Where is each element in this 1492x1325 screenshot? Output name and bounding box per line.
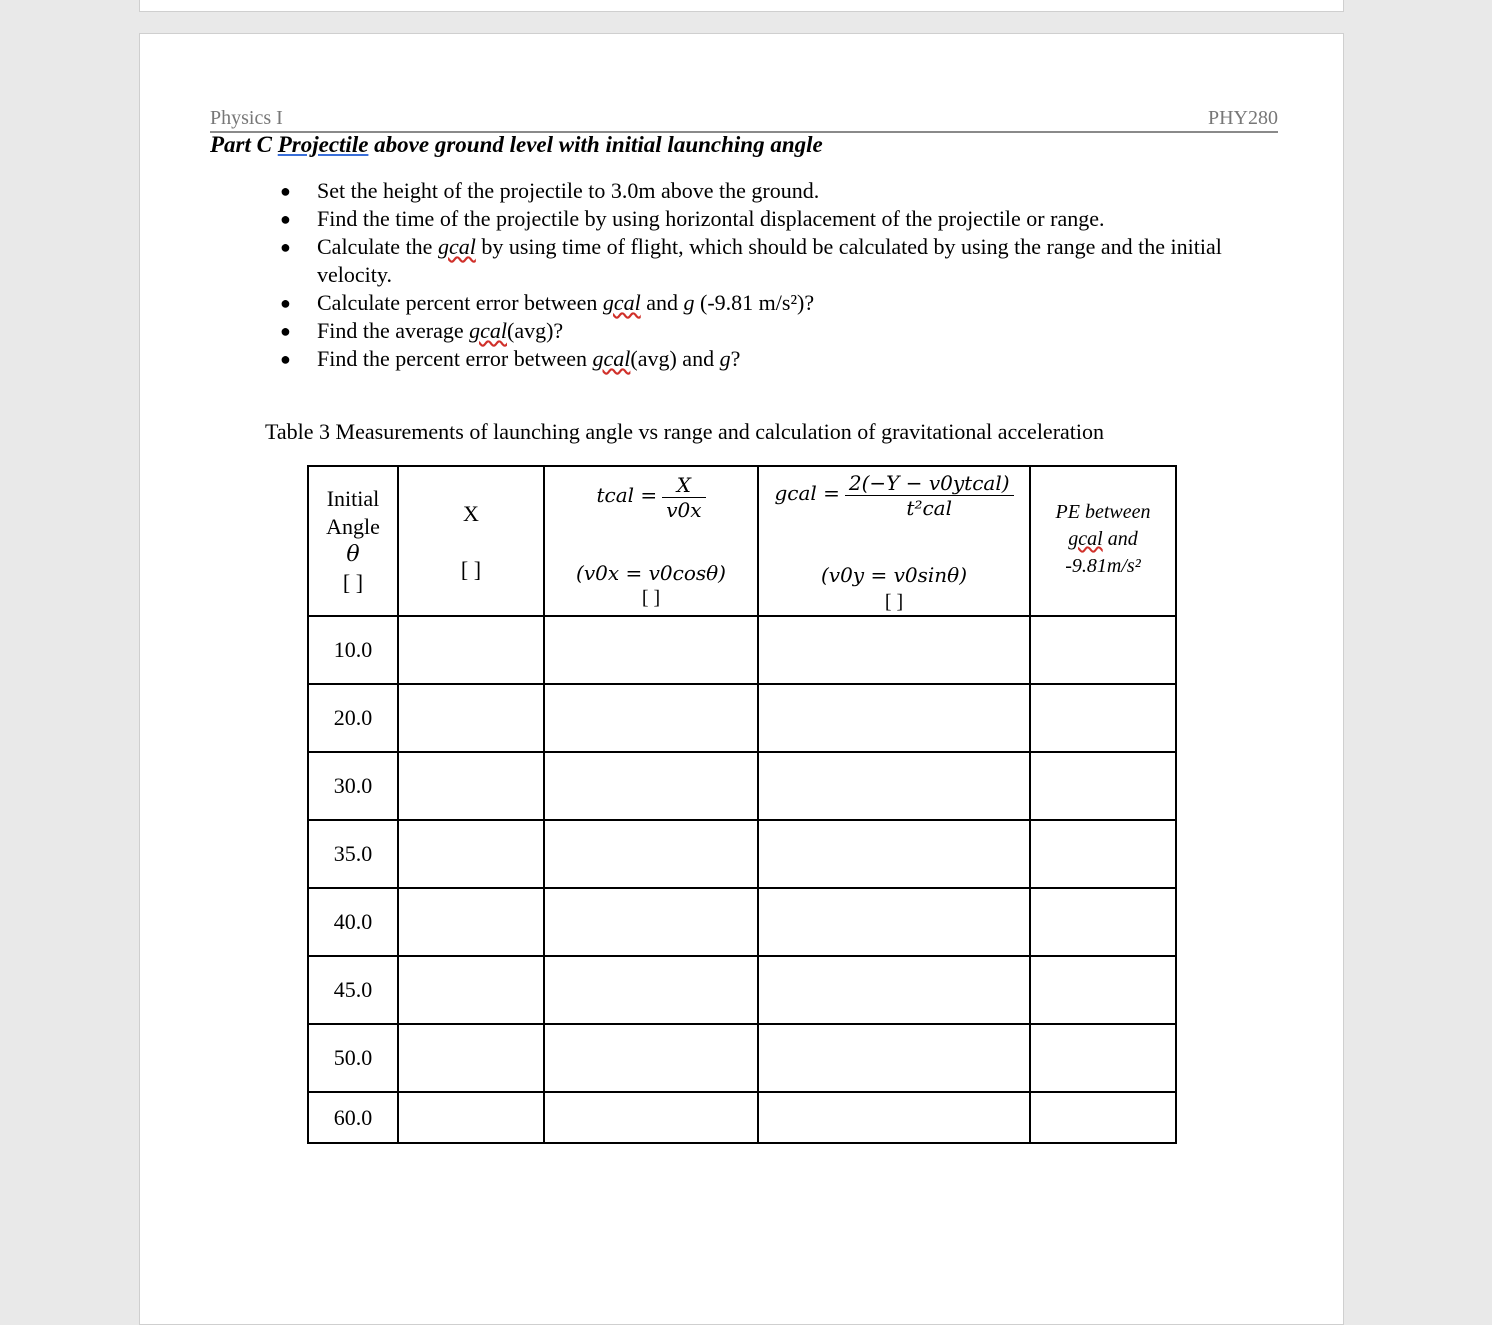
gravity-cell[interactable] bbox=[758, 820, 1030, 888]
header-percent-error: PE between gcal and -9.81m/s² bbox=[1030, 466, 1176, 616]
gravity-cell[interactable] bbox=[758, 684, 1030, 752]
header-range-x: X [ ] bbox=[398, 466, 544, 616]
gravity-cell[interactable] bbox=[758, 1092, 1030, 1143]
list-item: ● Find the time of the projectile by using horizontal displacement of the projectile or range. bbox=[280, 206, 1105, 231]
time-cell[interactable] bbox=[544, 820, 758, 888]
table-caption: Table 3 Measurements of launching angle vs range and calculation of gravitational acceleration bbox=[265, 419, 1105, 444]
range-cell[interactable] bbox=[398, 820, 544, 888]
percent-error-cell[interactable] bbox=[1030, 1024, 1176, 1092]
table-row bbox=[308, 752, 1176, 820]
list-item: ● Find the percent error between gcal(avg) and g? bbox=[280, 346, 741, 371]
gravity-cell[interactable] bbox=[758, 956, 1030, 1024]
gcal-term: gcal bbox=[437, 234, 476, 259]
percent-error-cell[interactable] bbox=[1030, 888, 1176, 956]
gravity-cell[interactable] bbox=[758, 616, 1030, 684]
bullet-icon: ● bbox=[280, 321, 291, 341]
table-header-row bbox=[308, 466, 1176, 616]
time-cell[interactable] bbox=[544, 956, 758, 1024]
list-item: ● Calculate percent error between gcal and g (-9.81 m/s²)? bbox=[280, 290, 815, 315]
section-title bbox=[210, 132, 823, 158]
header-initial-angle: Initial Angle θ [ ] bbox=[308, 466, 398, 616]
range-cell[interactable] bbox=[398, 1024, 544, 1092]
list-item: ● Set the height of the projectile to 3.0m above the ground. bbox=[280, 178, 820, 203]
title-part: Part C bbox=[210, 132, 272, 157]
angle-cell: 45.0 bbox=[308, 956, 398, 1024]
range-cell[interactable] bbox=[398, 956, 544, 1024]
percent-error-cell[interactable] bbox=[1030, 820, 1176, 888]
percent-error-cell[interactable] bbox=[1030, 956, 1176, 1024]
document-page bbox=[139, 33, 1344, 1325]
bullet-icon: ● bbox=[280, 181, 291, 201]
table-row bbox=[308, 1092, 1176, 1143]
angle-cell: 10.0 bbox=[308, 616, 398, 684]
percent-error-cell[interactable] bbox=[1030, 616, 1176, 684]
time-cell[interactable] bbox=[544, 616, 758, 684]
header-time-formula: tcal = $\frac{X}{v0x}$ (v0x = v0cosθ) [ ] bbox=[544, 466, 758, 616]
measurement-table bbox=[307, 465, 1177, 1144]
gravity-cell[interactable] bbox=[758, 752, 1030, 820]
table-row bbox=[308, 820, 1176, 888]
gravity-cell[interactable] bbox=[758, 1024, 1030, 1092]
title-underlined-word: Projectile bbox=[277, 132, 369, 157]
table-row bbox=[308, 616, 1176, 684]
percent-error-cell[interactable] bbox=[1030, 1092, 1176, 1143]
bullet-icon: ● bbox=[280, 237, 291, 257]
previous-page-edge bbox=[139, 0, 1344, 12]
range-cell[interactable] bbox=[398, 616, 544, 684]
gcal-term: gcal bbox=[592, 346, 631, 371]
percent-error-cell[interactable] bbox=[1030, 752, 1176, 820]
table-row bbox=[308, 956, 1176, 1024]
header-course-code: PHY280 bbox=[1207, 107, 1278, 129]
instruction-list bbox=[280, 177, 1280, 373]
range-cell[interactable] bbox=[398, 684, 544, 752]
title-rest: above ground level with initial launching angle bbox=[374, 132, 823, 157]
angle-cell: 20.0 bbox=[308, 684, 398, 752]
angle-cell: 40.0 bbox=[308, 888, 398, 956]
time-cell[interactable] bbox=[544, 752, 758, 820]
time-cell[interactable] bbox=[544, 684, 758, 752]
angle-cell: 30.0 bbox=[308, 752, 398, 820]
table-row bbox=[308, 888, 1176, 956]
range-cell[interactable] bbox=[398, 752, 544, 820]
bullet-icon: ● bbox=[280, 349, 291, 369]
angle-cell: 50.0 bbox=[308, 1024, 398, 1092]
header-gravity-formula: gcal = $\frac{\text{2(−Y − v0ytcal)}}{\text{t²cal}}$ (v0y = v0sinθ) [ ] bbox=[758, 466, 1030, 616]
header-course-name: Physics I bbox=[210, 107, 283, 129]
time-cell[interactable] bbox=[544, 1024, 758, 1092]
list-item: ● Calculate the gcal by using time of flight, which should be calculated by using the range and the initial velocity. bbox=[280, 234, 1222, 287]
range-cell[interactable] bbox=[398, 888, 544, 956]
bullet-icon: ● bbox=[280, 209, 291, 229]
table-row bbox=[308, 1024, 1176, 1092]
bullet-icon: ● bbox=[280, 293, 291, 313]
percent-error-cell[interactable] bbox=[1030, 684, 1176, 752]
range-cell[interactable] bbox=[398, 1092, 544, 1143]
gcal-term: gcal bbox=[602, 290, 641, 315]
time-cell[interactable] bbox=[544, 888, 758, 956]
gravity-cell[interactable] bbox=[758, 888, 1030, 956]
list-item: ● Find the average gcal(avg)? bbox=[280, 318, 564, 343]
time-cell[interactable] bbox=[544, 1092, 758, 1143]
table-row bbox=[308, 684, 1176, 752]
angle-cell: 35.0 bbox=[308, 820, 398, 888]
gcal-term: gcal bbox=[469, 318, 507, 343]
angle-cell: 60.0 bbox=[308, 1092, 398, 1143]
